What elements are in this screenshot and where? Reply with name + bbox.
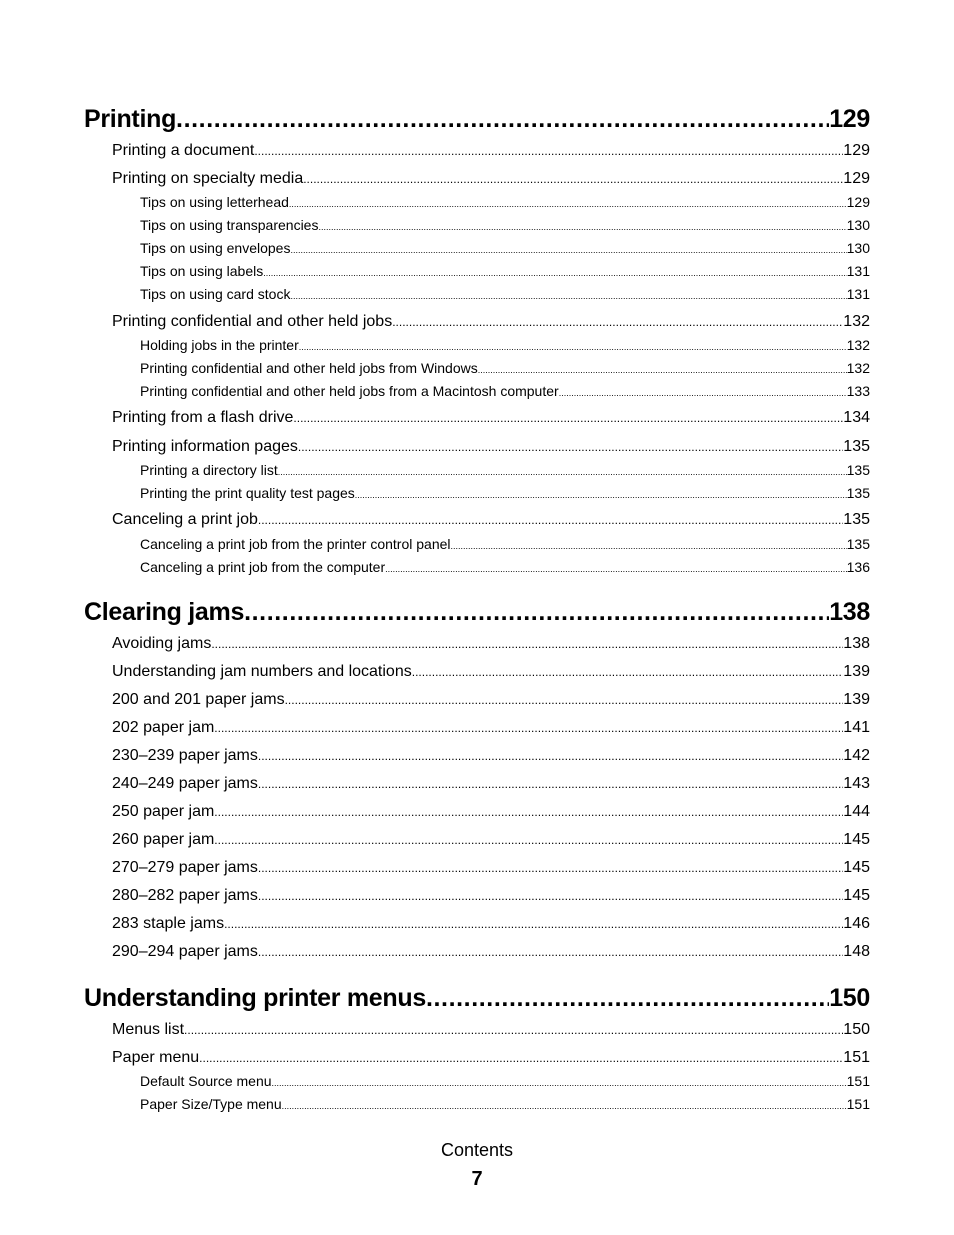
toc-entry-title: 240–249 paper jams <box>112 775 258 792</box>
toc-entry-title: 290–294 paper jams <box>112 943 258 960</box>
toc-entry-title: 260 paper jam <box>112 831 215 848</box>
toc-entry-page: 151 <box>846 1073 870 1089</box>
toc-entry-page: 151 <box>843 1049 870 1066</box>
toc-entry-level-2[interactable] <box>112 717 870 739</box>
toc-entry-level-3[interactable] <box>140 192 870 212</box>
toc-entry-title: Printing from a flash drive <box>112 409 294 426</box>
toc-entry-page: 144 <box>843 803 870 820</box>
toc-entry-title: Understanding printer menus <box>84 984 426 1012</box>
dot-leader <box>258 745 843 767</box>
toc-entry-level-2[interactable] <box>112 633 870 655</box>
dot-leader <box>299 337 847 355</box>
toc-entry-title: Printing the print quality test pages <box>140 485 355 501</box>
toc-entry-title: Printing confidential and other held jobs from a Macintosh computer <box>140 383 559 399</box>
footer-section-label: Contents <box>440 1140 514 1160</box>
toc-entry-page: 151 <box>846 1096 870 1112</box>
toc-entry-page: 145 <box>843 859 870 876</box>
toc-entry-title: Printing confidential and other held jobs from Windows <box>140 360 478 376</box>
toc-entry-page: 129 <box>843 142 870 159</box>
toc-entry-page: 141 <box>843 719 870 736</box>
toc-entry-level-1[interactable] <box>84 103 870 135</box>
dot-leader <box>224 913 843 935</box>
dot-leader <box>258 773 843 795</box>
toc-entry-page: 135 <box>846 536 870 552</box>
toc-entry-page: 135 <box>846 485 870 501</box>
toc-entry-title: Tips on using transparencies <box>140 217 319 233</box>
toc-entry-level-2[interactable] <box>112 140 870 162</box>
dot-leader <box>282 1096 847 1114</box>
toc-entry-page: 131 <box>846 286 870 302</box>
toc-entry-title: Printing <box>84 105 177 133</box>
dot-leader <box>258 857 843 879</box>
toc-entry-page: 131 <box>846 263 870 279</box>
dot-leader <box>258 941 843 963</box>
toc-entry-title: Tips on using envelopes <box>140 240 291 256</box>
toc-entry-title: 250 paper jam <box>112 803 215 820</box>
toc-entry-title: Default Source menu <box>140 1073 272 1089</box>
dot-leader <box>263 263 846 281</box>
toc-entry-title: Clearing jams <box>84 598 245 626</box>
toc-entry-page: 129 <box>829 105 870 133</box>
toc-entry-title: Paper menu <box>112 1049 200 1066</box>
dot-leader <box>478 360 847 378</box>
dot-leader <box>289 194 847 212</box>
dot-leader <box>214 717 843 739</box>
dot-leader <box>290 286 846 304</box>
toc-entry-level-2[interactable] <box>112 801 870 823</box>
toc-entry-title: 202 paper jam <box>112 719 215 736</box>
dot-leader <box>214 829 843 851</box>
toc-entry-page: 129 <box>843 170 870 187</box>
toc-entry-page: 133 <box>846 383 870 399</box>
dot-leader <box>272 1073 847 1091</box>
toc-entry-page: 129 <box>846 194 870 210</box>
dot-leader <box>355 485 847 503</box>
toc-entry-page: 130 <box>846 217 870 233</box>
toc-entry-page: 138 <box>843 635 870 652</box>
dot-leader <box>199 1047 843 1069</box>
toc-entry-page: 135 <box>846 462 870 478</box>
toc-entry-level-3[interactable] <box>140 534 870 554</box>
dot-leader <box>298 436 843 458</box>
toc-entry-level-2[interactable] <box>112 436 870 458</box>
dot-leader <box>258 509 843 531</box>
toc-entry-page: 136 <box>846 559 870 575</box>
toc-entry-title: 283 staple jams <box>112 915 225 932</box>
toc-entry-level-1[interactable] <box>84 982 870 1014</box>
dot-leader <box>211 633 843 655</box>
toc-entry-title: Canceling a print job from the printer control panel <box>140 536 451 552</box>
toc-entry-page: 145 <box>843 831 870 848</box>
toc-entry-level-2[interactable] <box>112 407 870 429</box>
toc-entry-title: 200 and 201 paper jams <box>112 691 285 708</box>
toc-entry-title: Printing a directory list <box>140 462 278 478</box>
toc-entry-page: 138 <box>829 598 870 626</box>
toc-entry-title: Tips on using labels <box>140 263 264 279</box>
toc-entry-page: 142 <box>843 747 870 764</box>
toc-entry-level-3[interactable] <box>140 381 870 401</box>
dot-leader <box>426 982 829 1014</box>
toc-entry-level-2[interactable] <box>112 1019 870 1041</box>
toc-entry-level-2[interactable] <box>112 168 870 190</box>
toc-entry-title: Canceling a print job <box>112 511 258 528</box>
toc-entry-title: Holding jobs in the printer <box>140 337 299 353</box>
toc-entry-level-2[interactable] <box>112 311 870 333</box>
toc-entry-page: 132 <box>846 337 870 353</box>
dot-leader <box>412 661 844 683</box>
toc-entry-page: 134 <box>843 409 870 426</box>
toc-entry-level-2[interactable] <box>112 913 870 935</box>
toc-entry-level-3[interactable] <box>140 238 870 258</box>
dot-leader <box>318 217 846 235</box>
toc-entry-title: 230–239 paper jams <box>112 747 258 764</box>
toc-entry-title: Printing on specialty media <box>112 170 304 187</box>
toc-entry-page: 135 <box>843 511 870 528</box>
dot-leader <box>290 240 846 258</box>
toc-entry-title: Paper Size/Type menu <box>140 1096 282 1112</box>
toc-entry-page: 143 <box>843 775 870 792</box>
toc-entry-page: 150 <box>843 1021 870 1038</box>
toc-entry-title: Canceling a print job from the computer <box>140 559 386 575</box>
toc-entry-page: 132 <box>846 360 870 376</box>
toc-entry-title: Printing a document <box>112 142 255 159</box>
dot-leader <box>244 596 829 628</box>
toc-entry-level-2[interactable] <box>112 745 870 767</box>
dot-leader <box>184 1019 843 1041</box>
footer-page-number: 7 <box>471 1168 483 1190</box>
dot-leader <box>254 140 843 162</box>
dot-leader <box>176 103 829 135</box>
toc-entry-level-2[interactable] <box>112 857 870 879</box>
toc-entry-level-3[interactable] <box>140 358 870 378</box>
toc-entry-level-3[interactable] <box>140 215 870 235</box>
toc-entry-title: Tips on using card stock <box>140 286 291 302</box>
toc-entry-level-1[interactable] <box>84 596 870 628</box>
dot-leader <box>303 168 843 190</box>
toc-entry-title: Avoiding jams <box>112 635 212 652</box>
toc-entry-level-2[interactable] <box>112 829 870 851</box>
toc-entry-level-2[interactable] <box>112 689 870 711</box>
dot-leader <box>278 462 847 480</box>
dot-leader <box>392 311 843 333</box>
toc-entry-title: Understanding jam numbers and locations <box>112 663 412 680</box>
toc-entry-level-3[interactable] <box>140 1094 870 1114</box>
toc-entry-level-2[interactable] <box>112 773 870 795</box>
toc-entry-level-2[interactable] <box>112 885 870 907</box>
toc-entry-level-3[interactable] <box>140 483 870 503</box>
dot-leader <box>258 885 843 907</box>
toc-entry-level-3[interactable] <box>140 261 870 281</box>
toc-entry-title: 270–279 paper jams <box>112 859 258 876</box>
dot-leader <box>285 689 844 711</box>
toc-entry-level-2[interactable] <box>112 1047 870 1069</box>
toc-entry-title: Printing information pages <box>112 438 298 455</box>
toc-entry-page: 139 <box>843 691 870 708</box>
dot-leader <box>385 559 847 577</box>
toc-entry-level-3[interactable] <box>140 460 870 480</box>
toc-entry-level-2[interactable] <box>112 941 870 963</box>
toc-entry-level-3[interactable] <box>140 1071 870 1091</box>
toc-entry-page: 139 <box>843 663 870 680</box>
toc-entry-page: 135 <box>843 438 870 455</box>
toc-entry-page: 132 <box>843 313 870 330</box>
toc-entry-level-3[interactable] <box>140 284 870 304</box>
toc-entry-title: 280–282 paper jams <box>112 887 258 904</box>
toc-entry-level-3[interactable] <box>140 335 870 355</box>
toc-entry-title: Menus list <box>112 1021 185 1038</box>
toc-entry-level-2[interactable] <box>112 661 870 683</box>
dot-leader <box>451 536 847 554</box>
page-footer <box>0 1138 954 1192</box>
dot-leader <box>559 383 847 401</box>
toc-entry-title: Printing confidential and other held jobs <box>112 313 393 330</box>
toc-entry-level-3[interactable] <box>140 557 870 577</box>
dot-leader <box>214 801 843 823</box>
toc-entry-title: Tips on using letterhead <box>140 194 289 210</box>
toc-entry-page: 148 <box>843 943 870 960</box>
table-of-contents <box>84 0 870 1130</box>
toc-entry-page: 145 <box>843 887 870 904</box>
dot-leader <box>293 407 843 429</box>
toc-entry-page: 150 <box>829 984 870 1012</box>
toc-entry-page: 130 <box>846 240 870 256</box>
toc-entry-level-2[interactable] <box>112 509 870 531</box>
toc-entry-page: 146 <box>843 915 870 932</box>
